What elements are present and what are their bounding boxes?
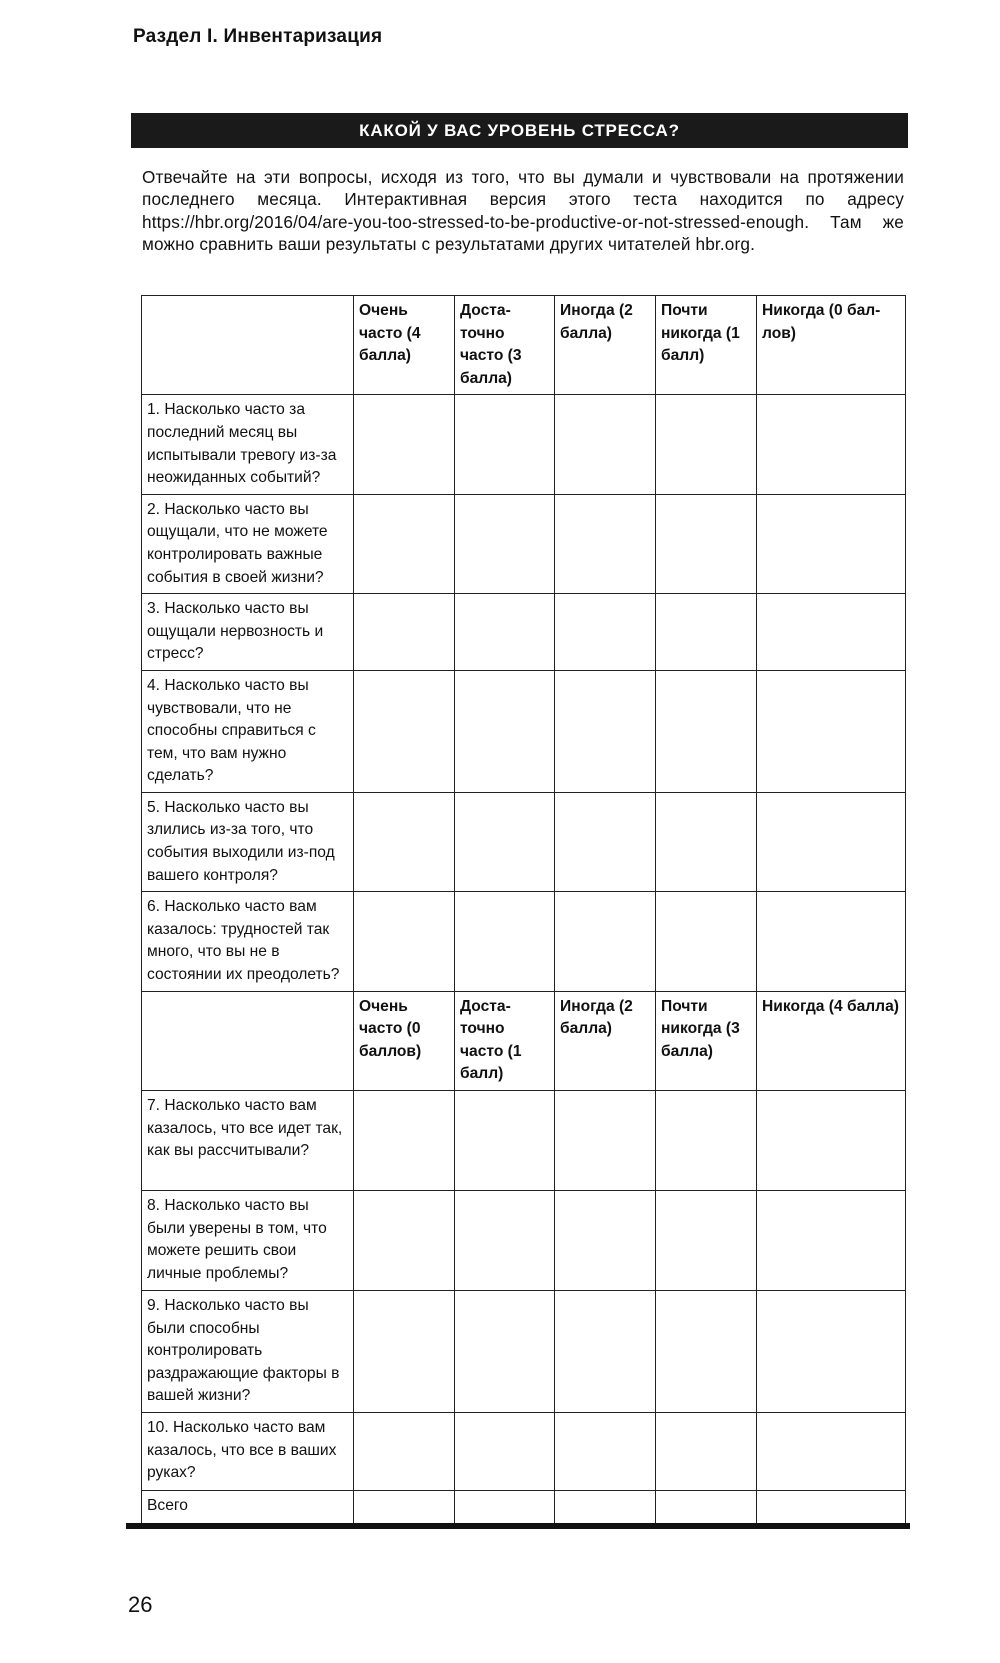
answer-cell[interactable] [555, 792, 656, 891]
header-empty-cell [142, 296, 354, 395]
header-sometimes: Иногда (2 балла) [555, 296, 656, 395]
answer-cell[interactable] [455, 1191, 555, 1291]
answer-cell[interactable] [656, 892, 757, 991]
answer-cell[interactable] [455, 395, 555, 494]
question-text: 2. Насколько часто вы ощущали, что не можете контролировать важные события в своей жизни? [142, 494, 354, 593]
answer-cell[interactable] [656, 1412, 757, 1490]
answer-cell[interactable] [354, 395, 455, 494]
answer-cell[interactable] [555, 1191, 656, 1291]
answer-cell[interactable] [656, 494, 757, 593]
answer-cell[interactable] [757, 1191, 906, 1291]
intro-paragraph: Отвечайте на эти вопросы, исходя из того, что вы думали и чувствовали на протяжении последнего месяца. Интерактивная версия этого теста находится по адресу https://hbr.org/2016/04/are-you-too-stressed-to-be-productive-or-not-stressed-enough. Там же можно сравнить ваши результаты с результатами других читателей hbr.org. [142, 167, 904, 255]
answer-cell[interactable] [757, 594, 906, 671]
answer-cell[interactable] [656, 594, 757, 671]
answer-cell[interactable] [757, 494, 906, 593]
answer-cell[interactable] [354, 594, 455, 671]
answer-cell[interactable] [656, 1091, 757, 1191]
header-sometimes: Иногда (2 балла) [555, 991, 656, 1090]
question-text: 3. Насколько часто вы ощущали нервозность и стресс? [142, 594, 354, 671]
question-text: 8. Насколько часто вы были уверены в том, что можете решить свои личные проблемы? [142, 1191, 354, 1291]
page-title: КАКОЙ У ВАС УРОВЕНЬ СТРЕССА? [359, 120, 680, 140]
question-text: 9. Насколько часто вы были способны контролировать раздражающие факторы в вашей жизни? [142, 1291, 354, 1413]
answer-cell[interactable] [354, 494, 455, 593]
answer-cell[interactable] [354, 1191, 455, 1291]
header-very-often: Очень часто (0 баллов) [354, 991, 455, 1090]
answer-cell[interactable] [656, 1191, 757, 1291]
question-row-6 [142, 892, 906, 991]
answer-cell[interactable] [555, 494, 656, 593]
question-row-1 [142, 395, 906, 494]
answer-cell[interactable] [354, 892, 455, 991]
answer-cell[interactable] [354, 1291, 455, 1413]
question-row-7 [142, 1091, 906, 1191]
question-row-9 [142, 1291, 906, 1413]
question-text: 4. Насколько часто вы чувствовали, что не способны справиться с тем, что вам нужно сделать? [142, 670, 354, 792]
answer-cell[interactable] [656, 792, 757, 891]
answer-cell[interactable] [354, 1412, 455, 1490]
answer-cell[interactable] [354, 792, 455, 891]
question-text: 1. Насколько часто за последний месяц вы испытывали тревогу из-за неожиданных событий? [142, 395, 354, 494]
total-cell[interactable] [555, 1490, 656, 1524]
header-almost-never: Почти никогда (3 балла) [656, 991, 757, 1090]
answer-cell[interactable] [757, 1091, 906, 1191]
header-empty-cell [142, 991, 354, 1090]
answer-cell[interactable] [757, 670, 906, 792]
answer-cell[interactable] [757, 792, 906, 891]
header-row-2 [142, 991, 906, 1090]
answer-cell[interactable] [757, 395, 906, 494]
answer-cell[interactable] [555, 892, 656, 991]
total-row [142, 1490, 906, 1524]
answer-cell[interactable] [555, 594, 656, 671]
question-row-10 [142, 1412, 906, 1490]
header-never: Никогда (0 бал-лов) [757, 296, 906, 395]
header-never: Никогда (4 балла) [757, 991, 906, 1090]
answer-cell[interactable] [455, 1091, 555, 1191]
answer-cell[interactable] [455, 594, 555, 671]
answer-cell[interactable] [555, 395, 656, 494]
header-very-often: Очень часто (4 балла) [354, 296, 455, 395]
question-text: 6. Насколько часто вам казалось: трудностей так много, что вы не в состоянии их преодолеть? [142, 892, 354, 991]
total-cell[interactable] [757, 1490, 906, 1524]
answer-cell[interactable] [455, 1291, 555, 1413]
section-header: Раздел I. Инвентаризация [133, 26, 383, 47]
answer-cell[interactable] [555, 670, 656, 792]
answer-cell[interactable] [455, 792, 555, 891]
total-cell[interactable] [656, 1490, 757, 1524]
question-text: 5. Насколько часто вы злились из-за того, что события выходили из-под вашего контроля? [142, 792, 354, 891]
header-row-1 [142, 296, 906, 395]
total-label: Всего [142, 1490, 354, 1524]
answer-cell[interactable] [757, 1291, 906, 1413]
total-cell[interactable] [354, 1490, 455, 1524]
answer-cell[interactable] [757, 1412, 906, 1490]
answer-cell[interactable] [656, 395, 757, 494]
question-row-5 [142, 792, 906, 891]
answer-cell[interactable] [555, 1091, 656, 1191]
total-cell[interactable] [455, 1490, 555, 1524]
bottom-divider [126, 1523, 910, 1529]
answer-cell[interactable] [455, 892, 555, 991]
answer-cell[interactable] [656, 1291, 757, 1413]
answer-cell[interactable] [555, 1291, 656, 1413]
question-row-4 [142, 670, 906, 792]
title-bar [131, 113, 908, 148]
answer-cell[interactable] [757, 892, 906, 991]
question-text: 10. Насколько часто вам казалось, что все в ваших руках? [142, 1412, 354, 1490]
page-number: 26 [128, 1592, 153, 1617]
answer-cell[interactable] [555, 1412, 656, 1490]
answer-cell[interactable] [354, 1091, 455, 1191]
header-almost-never: Почти никогда (1 балл) [656, 296, 757, 395]
question-row-3 [142, 594, 906, 671]
question-row-8 [142, 1191, 906, 1291]
answer-cell[interactable] [455, 670, 555, 792]
answer-cell[interactable] [354, 670, 455, 792]
question-text: 7. Насколько часто вам казалось, что все идет так, как вы рассчитывали? [142, 1091, 354, 1191]
question-row-2 [142, 494, 906, 593]
answer-cell[interactable] [455, 494, 555, 593]
stress-survey-table [141, 295, 906, 1525]
answer-cell[interactable] [455, 1412, 555, 1490]
answer-cell[interactable] [656, 670, 757, 792]
header-fairly-often: Доста-точно часто (3 балла) [455, 296, 555, 395]
header-fairly-often: Доста-точно часто (1 балл) [455, 991, 555, 1090]
